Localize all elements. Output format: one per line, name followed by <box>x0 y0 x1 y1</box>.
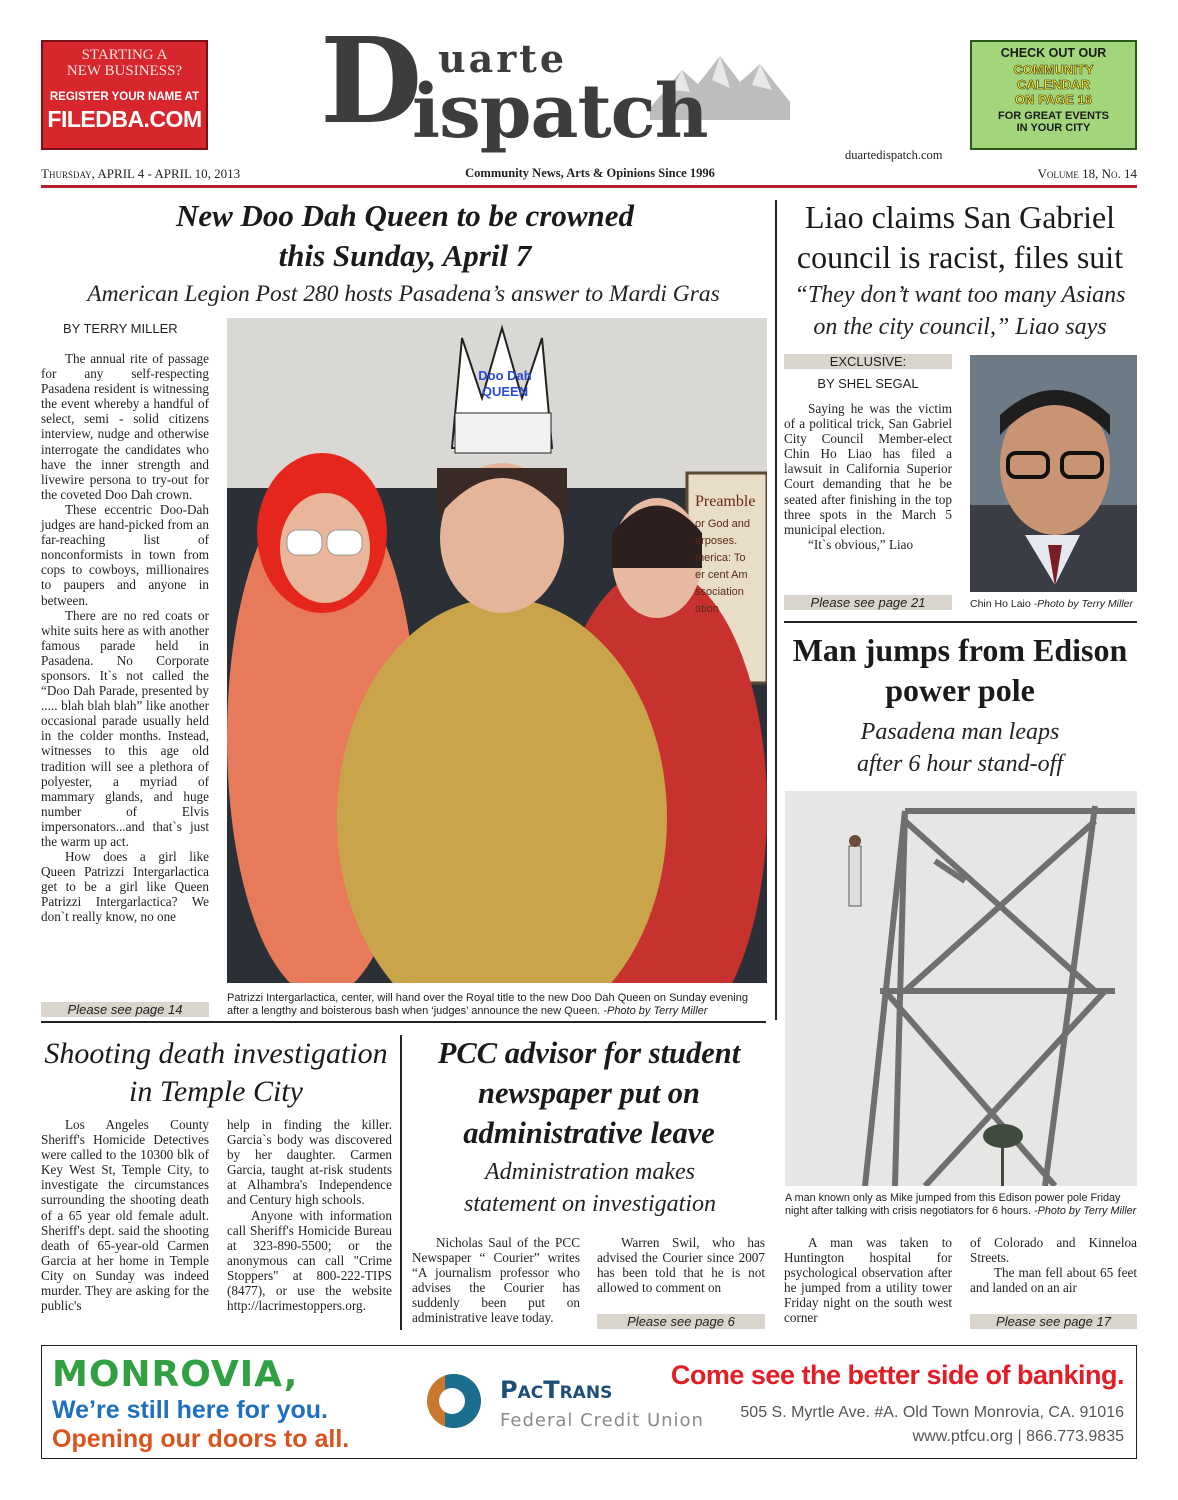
liao-subhead: “They don’t want too many Asians on the city council,” Liao says <box>794 282 1126 340</box>
column-divider <box>775 200 777 1020</box>
promo-line-6: IN YOUR CITY <box>1016 122 1091 134</box>
photo-credit: -Photo by Terry Miller <box>1034 1205 1137 1217</box>
ad-opening-doors: Opening our doors to all. <box>52 1425 350 1453</box>
pactrans-ad[interactable] <box>41 1345 1137 1459</box>
ad-monrovia: MONROVIA, <box>52 1354 299 1395</box>
promo-line-5: FOR GREAT EVENTS <box>997 110 1110 122</box>
photo-illustration <box>227 318 767 983</box>
power-pole-photo <box>785 791 1137 1186</box>
liao-continued[interactable]: Please see page 21 <box>784 595 952 610</box>
lead-paragraph: How does a girl like Queen Patrizzi Intergarlactica get to be a girl like Queen Patrizzi Intergarlactica? We don`t really know, no one <box>41 849 209 925</box>
shooting-paragraph: help in finding the killer. Garcia`s body was discovered by her daughter. Carmen Garcia, taught at-risk students at Alhambra's Independence and Century high schools. <box>227 1117 392 1208</box>
lead-paragraph: There are no red coats or white suits here as with another famous parade held in Pasadena. No Corporate sponsors. It`s not called the “Doo Dah Parade, presented by ..... blah blah blah” like another occasional parade usually held in the colder months. Instead, witnesses to this age old tradition will see a plethora of polyester, a myriad of mammary glands, and huge number of Elvis impersonators...and that`s just the warm up act. <box>41 607 209 849</box>
promo-line-1: CHECK OUT OUR <box>1000 46 1107 60</box>
column-divider <box>400 1035 402 1330</box>
ad-slogan: Come see the better side of banking. <box>670 1360 1124 1390</box>
pole-subhead: Pasadena man leaps after 6 hour stand-off <box>856 719 1063 777</box>
pole-paragraph: A man was taken to Huntington hospital for psychological observation after he jumped from a utility tower Friday night on the south west corner <box>784 1235 952 1326</box>
doo-dah-queen-photo <box>227 318 767 983</box>
chin-ho-liao-photo <box>970 355 1137 592</box>
shooting-body-col1 <box>41 1117 209 1313</box>
caption-text: Chin Ho Laio <box>970 598 1031 610</box>
caption-text: A man known only as Mike jumped from this Edison power pole Friday night after talking with crisis negotiators for 6 hours. <box>785 1192 1121 1217</box>
pcc-headline[interactable]: PCC advisor for student newspaper put on administrative leave <box>437 1036 741 1150</box>
tower-illustration <box>785 791 1137 1186</box>
pcc-body-col1 <box>412 1235 580 1326</box>
pactrans-logo-icon <box>427 1374 481 1428</box>
promo-line-2: COMMUNITY <box>1013 62 1094 77</box>
portrait-illustration <box>970 355 1137 592</box>
ad-brand: PacTrans <box>500 1376 613 1404</box>
crown-text: Doo Dah QUEEN <box>478 368 532 399</box>
liao-photo-caption <box>970 598 1137 611</box>
ad-line-2: NEW BUSINESS? <box>66 63 183 79</box>
lead-byline: BY TERRY MILLER <box>63 321 178 336</box>
caption-text: Patrizzi Intergarlactica, center, will hand over the Royal title to the new Doo Dah Queen on Sunday evening after a lengthy and boisterous bash when ‘judges’ announce the new Queen. <box>227 992 748 1017</box>
shooting-paragraph: Anyone with information call Sheriff's Homicide Bureau at 323-890-5500; or the anonymous can call "Crime Stoppers" at 800-222-TIPS (8477), or use the website http://lacrimestoppers.org. <box>227 1207 392 1314</box>
pole-body-col1 <box>784 1235 952 1326</box>
lead-paragraph: These eccentric Doo-Dah judges are hand-picked from an far-reaching list of nonconformists in town from cops to cowboys, millionaires to paupers and anyone in between. <box>41 501 209 608</box>
ad-line-3: REGISTER YOUR NAME AT <box>49 91 200 103</box>
ad-brand-sub: Federal Credit Union <box>500 1410 704 1431</box>
pole-paragraph: of Colorado and Kinneloa Streets. <box>970 1235 1137 1266</box>
section-divider <box>784 621 1137 623</box>
pole-body-col2 <box>970 1235 1137 1295</box>
section-divider <box>41 1021 766 1023</box>
ad-address: 505 S. Myrtle Ave. #A. Old Town Monrovia, CA. 91016 <box>740 1404 1124 1421</box>
website[interactable]: duartedispatch.com <box>845 148 943 162</box>
ad-still-here: We’re still here for you. <box>52 1396 329 1424</box>
pcc-body-col2 <box>597 1235 765 1295</box>
calendar-promo[interactable] <box>970 40 1137 150</box>
pole-photo-caption <box>785 1192 1140 1218</box>
tagline: Community News, Arts & Opinions Since 1996 <box>465 166 715 180</box>
shooting-headline[interactable]: Shooting death investigation in Temple City <box>44 1037 388 1108</box>
pcc-paragraph: Nicholas Saul of the PCC Newspaper “ Courier” writes “A journalism professor who advises the Courier has suddenly been put on administrative leave today. <box>412 1235 580 1326</box>
ad-line-1: STARTING A <box>81 47 168 63</box>
promo-line-4: ON PAGE 16 <box>1014 92 1093 107</box>
preamble-sign-title: Preamble <box>695 493 756 510</box>
logo-uarte: uarte <box>438 36 567 81</box>
pcc-paragraph: Warren Swil, who has advised the Courier since 2007 has been told that he is not allowed to comment on <box>597 1235 765 1296</box>
liao-byline: BY SHEL SEGAL <box>817 376 919 391</box>
liao-body <box>784 401 952 552</box>
ad-line-4: FILEDBA.COM <box>47 106 202 132</box>
masthead-rule <box>41 185 1137 188</box>
logo-d: D <box>320 11 423 150</box>
promo-line-3: CALENDAR <box>1017 77 1090 92</box>
pcc-subhead: Administration makes statement on investigation <box>464 1159 716 1217</box>
shooting-paragraph: Los Angeles County Sheriff's Homicide Detectives were called to the 10300 blk of Key West St, Temple City, to investigate the circumstances surrounding the shooting death of a 65 year old female adult. Sheriff's dept. said the shooting death of 65-year-old Carmen Garcia at her home in Temple City on Sunday was indeed murder. They are asking for the public's <box>41 1117 209 1314</box>
issue-date: Thursday, APRIL 4 - APRIL 10, 2013 <box>41 166 241 181</box>
ad-contact: www.ptfcu.org | 866.773.9835 <box>912 1428 1124 1445</box>
lead-photo-caption <box>227 992 772 1018</box>
preamble-sign-text: or God and urposes. merica: To er cent Am ssociation ation <box>695 518 751 615</box>
shooting-body-col2 <box>227 1117 392 1313</box>
logo-ispatch: ispatch <box>412 69 708 155</box>
pole-headline[interactable]: Man jumps from Edison power pole <box>792 632 1128 708</box>
volume-number: Volume 18, No. 14 <box>1037 166 1137 181</box>
liao-paragraph: “It`s obvious,” Liao <box>808 536 914 552</box>
filedba-ad[interactable] <box>41 40 208 150</box>
pole-paragraph: The man fell about 65 feet and landed on an air <box>970 1265 1137 1296</box>
exclusive-label: EXCLUSIVE: <box>784 354 952 369</box>
liao-paragraph: Saying he was the victim of a political trick, San Gabriel City Council Member-elect Chin Ho Liao has filed a lawsuit in California Superior Court demanding that he be seated after finishing in the top three spots in the March 5 municipal election. <box>784 401 952 537</box>
lead-paragraph: The annual rite of passage for any self-respecting Pasadena resident is witnessing the event whereby a handful of select, semi - solid citizens interview, nudge and otherwise interrogate the candidates who have the inner strength and livewire persona to try-out for the coveted Doo Dah crown. <box>41 351 209 502</box>
liao-headline[interactable]: Liao claims San Gabriel council is racist, files suit <box>796 199 1124 275</box>
pole-continued[interactable]: Please see page 17 <box>970 1314 1137 1329</box>
photo-credit: -Photo by Terry Miller <box>603 1005 708 1017</box>
pcc-continued[interactable]: Please see page 6 <box>597 1314 765 1329</box>
lead-headline[interactable]: New Doo Dah Queen to be crowned this Sunday, April 7 <box>175 198 635 273</box>
newspaper-logo <box>320 11 880 155</box>
photo-credit: -Photo by Terry Miller <box>1033 598 1134 610</box>
lead-body <box>41 351 209 925</box>
lead-continued[interactable]: Please see page 14 <box>41 1002 209 1017</box>
lead-subhead: American Legion Post 280 hosts Pasadena’s answer to Mardi Gras <box>87 281 720 307</box>
